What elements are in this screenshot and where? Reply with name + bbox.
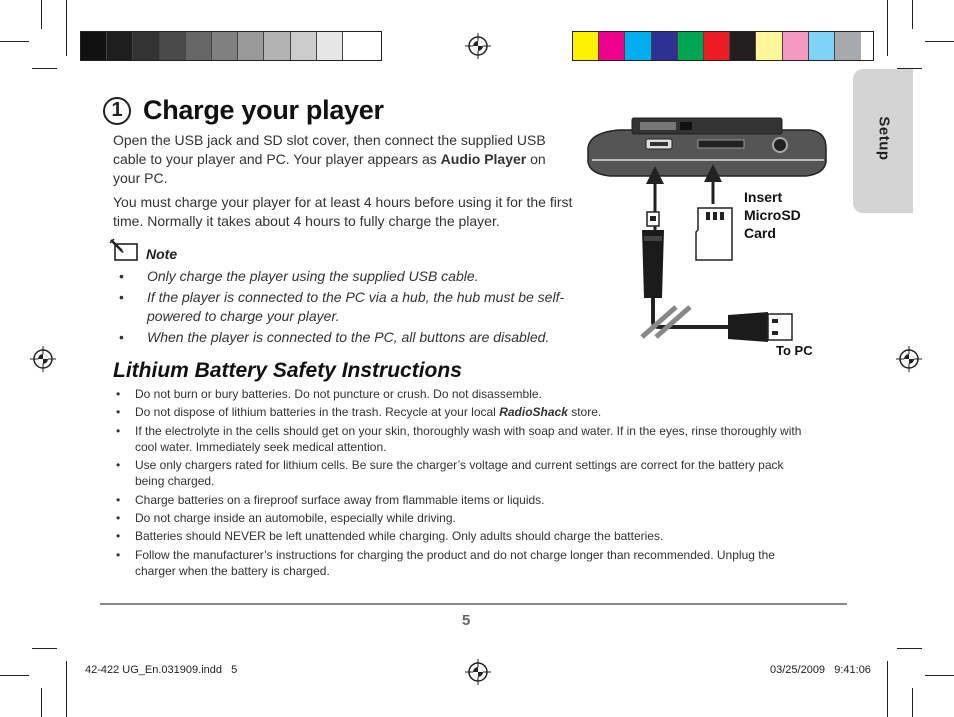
insert-microsd-label bbox=[744, 188, 801, 242]
insert-label-line: MicroSD bbox=[744, 207, 801, 223]
registration-mark-icon bbox=[465, 659, 491, 685]
intro-paragraph bbox=[113, 131, 563, 188]
crop-mark bbox=[925, 41, 954, 42]
safety-item: • Batteries should NEVER be left unattended while charging. Only adults should charge the batteries. bbox=[113, 528, 813, 544]
safety-item: • If the electrolyte in the cells should get on your skin, thoroughly wash with soap and water. If in the eyes, rinse thoroughly with cool water. Immediately seek medical attention. bbox=[113, 423, 813, 455]
registration-mark-icon bbox=[465, 33, 491, 59]
color-swatch bbox=[291, 32, 317, 60]
color-swatch bbox=[730, 32, 756, 60]
safety-item: • Do not burn or bury batteries. Do not puncture or crush. Do not disassemble. bbox=[113, 386, 813, 402]
color-swatch bbox=[160, 32, 186, 60]
crop-mark bbox=[925, 675, 954, 676]
safety-item: • Follow the manufacturer’s instructions for charging the product and do not charge longer than recommended. Unplug the charger when the battery is charged. bbox=[113, 547, 813, 579]
color-swatch bbox=[809, 32, 835, 60]
crop-mark bbox=[887, 661, 888, 717]
color-swatch bbox=[783, 32, 809, 60]
crop-mark bbox=[912, 0, 913, 29]
note-list bbox=[113, 267, 613, 349]
crop-mark bbox=[912, 688, 913, 717]
section-tab-label: Setup bbox=[875, 116, 893, 161]
safety-heading: Lithium Battery Safety Instructions bbox=[113, 359, 462, 382]
color-swatch bbox=[625, 32, 651, 60]
crop-mark bbox=[0, 41, 29, 42]
note-pencil-icon bbox=[109, 238, 139, 262]
color-swatch bbox=[317, 32, 343, 60]
registration-mark-icon bbox=[30, 346, 56, 372]
color-swatch bbox=[652, 32, 678, 60]
color-swatch bbox=[599, 32, 625, 60]
intro-bold-text: Audio Player bbox=[440, 151, 527, 167]
charge-time-paragraph: You must charge your player for at least 4 hours before using it for the first time. Normally it takes about 4 hours to fully charge the player. bbox=[113, 194, 573, 229]
safety-item: • Do not charge inside an automobile, especially while driving. bbox=[113, 510, 813, 526]
intro-text: Open the USB jack and SD slot cover, then connect the supplied USB cable to your player and PC. Your player appears as bbox=[113, 132, 546, 167]
crop-mark bbox=[41, 688, 42, 717]
crop-mark bbox=[32, 68, 57, 69]
footer-timestamp: 03/25/2009 9:41:06 bbox=[770, 664, 871, 676]
intro-tail-text: on your PC. bbox=[113, 151, 546, 186]
brand-name: RadioShack bbox=[499, 405, 568, 420]
safety-list bbox=[113, 386, 813, 581]
safety-item-text: store. bbox=[567, 405, 602, 420]
usb-connection-illustration bbox=[580, 112, 850, 357]
color-swatch bbox=[264, 32, 290, 60]
crop-mark bbox=[66, 661, 67, 717]
color-swatch bbox=[573, 32, 599, 60]
insert-label-line: Card bbox=[744, 225, 776, 241]
safety-item bbox=[113, 404, 813, 420]
crop-mark bbox=[41, 0, 42, 29]
crop-mark bbox=[0, 675, 29, 676]
color-swatch bbox=[343, 32, 369, 60]
page-title: Charge your player bbox=[143, 95, 384, 125]
safety-item: • Use only chargers rated for lithium cells. Be sure the charger’s voltage and current settings are correct for the battery pack being charged. bbox=[113, 457, 813, 489]
safety-item: • Charge batteries on a fireproof surface away from flammable items or liquids. bbox=[113, 492, 813, 508]
color-swatch bbox=[212, 32, 238, 60]
footer-divider bbox=[100, 603, 847, 605]
color-swatch bbox=[133, 32, 159, 60]
footer-filename: 42-422 UG_En.031909.indd 5 bbox=[85, 664, 238, 676]
crop-mark bbox=[897, 648, 922, 649]
color-swatch bbox=[835, 32, 861, 60]
registration-mark-icon bbox=[896, 346, 922, 372]
note-item: • Only charge the player using the supplied USB cable. bbox=[113, 267, 613, 286]
color-swatch bbox=[186, 32, 212, 60]
color-swatch bbox=[81, 32, 107, 60]
to-pc-label: To PC bbox=[776, 343, 813, 358]
color-swatch bbox=[704, 32, 730, 60]
crop-mark bbox=[32, 648, 57, 649]
safety-item-text: Do not dispose of lithium batteries in the trash. Recycle at your local bbox=[135, 405, 500, 420]
color-swatch bbox=[756, 32, 782, 60]
process-color-bar bbox=[572, 31, 874, 61]
insert-label-line: Insert bbox=[744, 189, 783, 205]
note-item: • When the player is connected to the PC, all buttons are disabled. bbox=[113, 328, 613, 347]
step-number-badge: 1 bbox=[103, 97, 131, 125]
color-swatch bbox=[678, 32, 704, 60]
crop-mark bbox=[66, 0, 67, 56]
grayscale-color-bar bbox=[80, 31, 382, 61]
note-title: Note bbox=[146, 246, 178, 262]
page-number: 5 bbox=[462, 612, 471, 629]
note-item: • If the player is connected to the PC via a hub, the hub must be self-powered to charge your player. bbox=[113, 288, 587, 326]
color-swatch bbox=[238, 32, 264, 60]
crop-mark bbox=[887, 0, 888, 56]
color-swatch bbox=[107, 32, 133, 60]
